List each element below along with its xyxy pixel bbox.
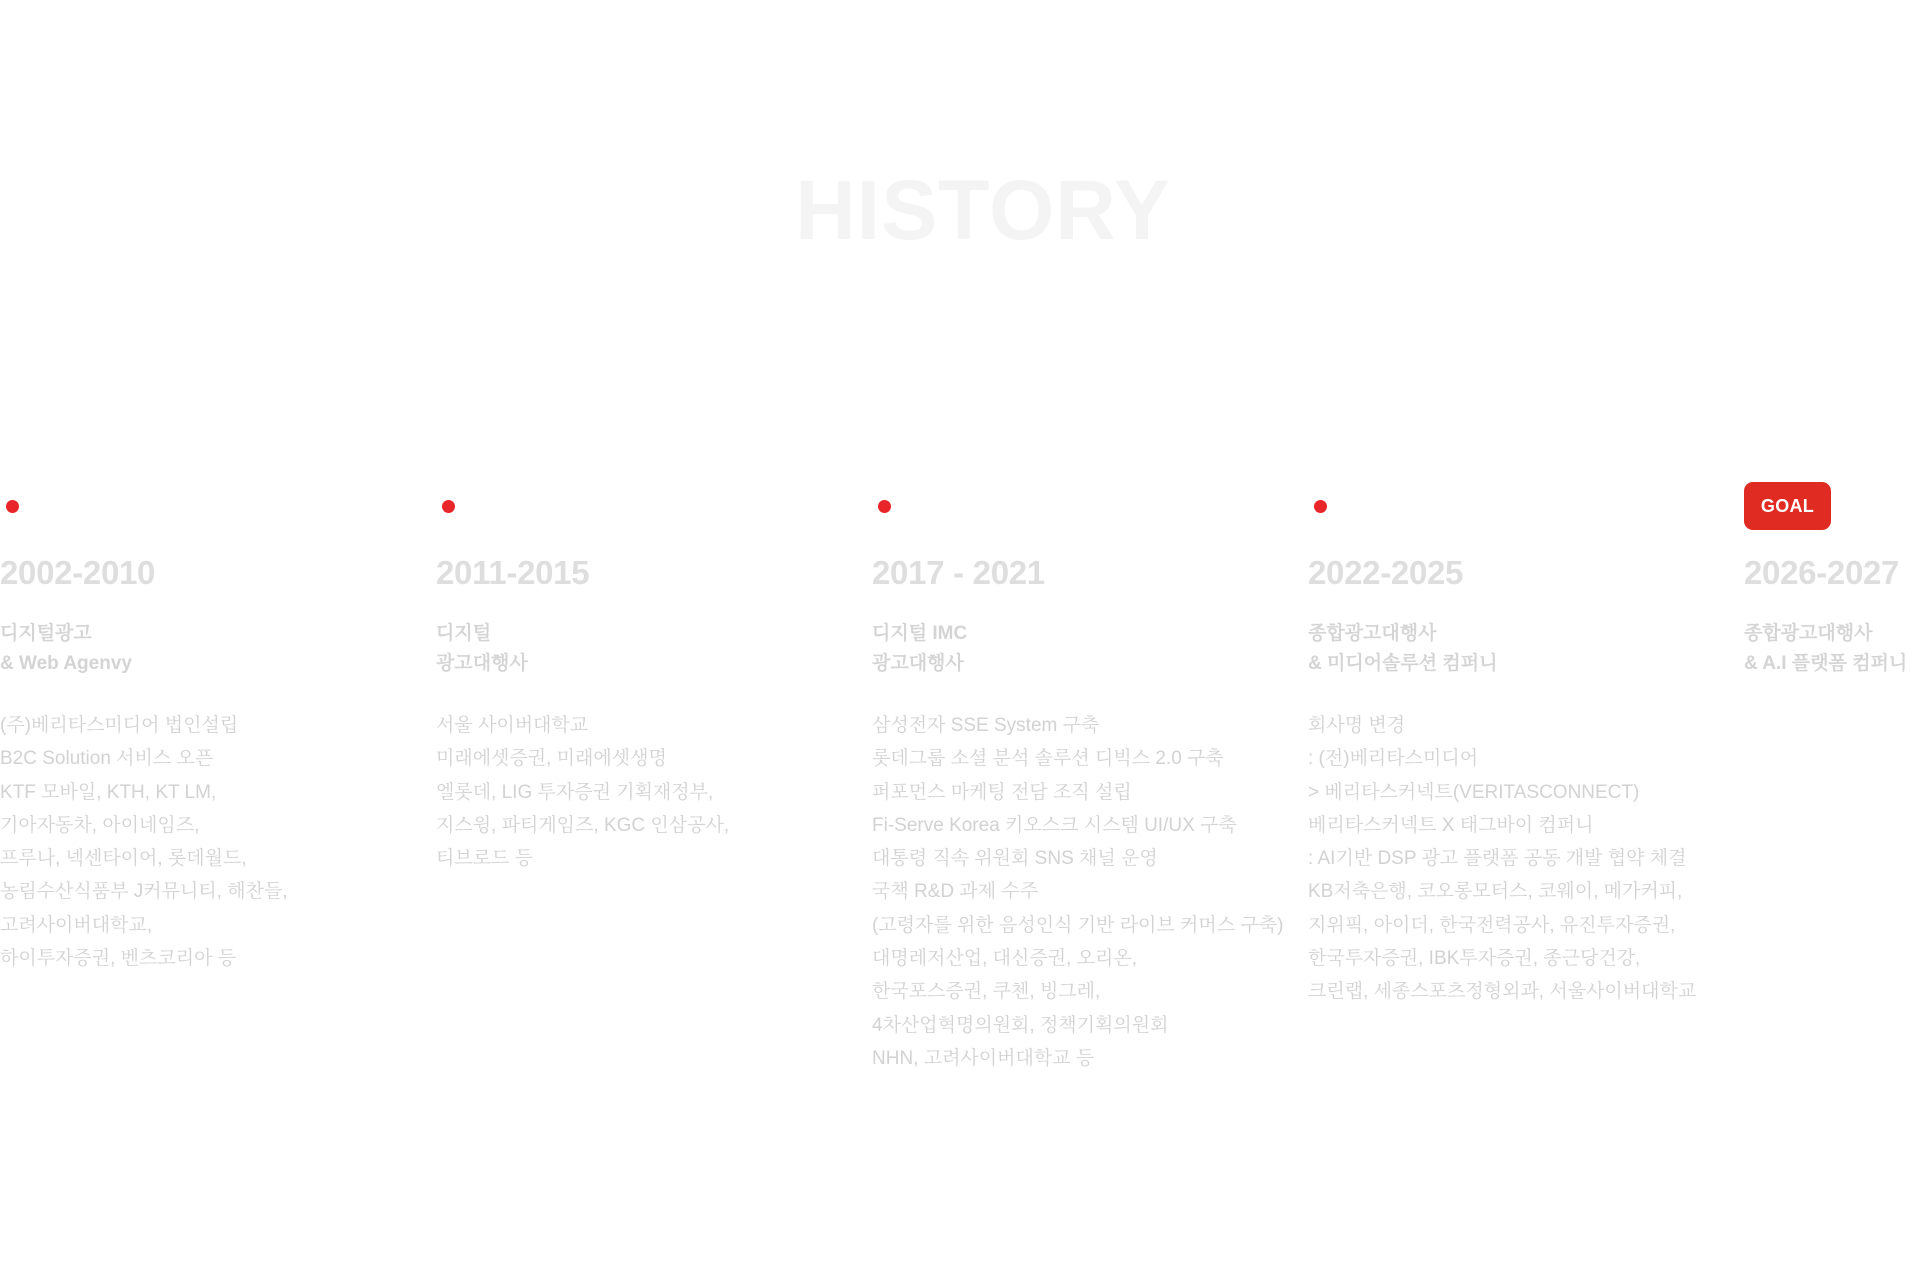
period-years: 2026-2027 xyxy=(1744,554,1900,591)
headline-line: 종합광고대행사 xyxy=(1308,623,1437,644)
headline-line: 디지털광고 xyxy=(0,623,92,644)
headline-line: & Web Agenvy xyxy=(0,653,132,674)
headline-line: 디지털 xyxy=(436,623,492,644)
list-item: KB저축은행, 코오롱모터스, 코웨이, 메가커피, xyxy=(1308,881,1683,903)
timeline-marker xyxy=(1744,480,1920,536)
goal-badge: GOAL xyxy=(1744,482,1831,530)
period-years: 2017 - 2021 xyxy=(872,554,1045,591)
period-headline xyxy=(1308,619,1738,679)
timeline-period-2011-2015 xyxy=(436,480,866,875)
list-item: KTF 모바일, KTH, KT LM, xyxy=(0,781,217,803)
headline-line: 광고대행사 xyxy=(872,653,964,674)
list-item: Fi-Serve Korea 키오스크 시스템 UI/UX 구축 xyxy=(872,814,1237,836)
list-item: 한국포스증권, 쿠첸, 빙그레, xyxy=(872,981,1101,1003)
list-item: 하이투자증권, 벤츠코리아 등 xyxy=(0,948,237,970)
headline-line: 종합광고대행사 xyxy=(1744,623,1873,644)
period-item-list xyxy=(436,709,866,875)
period-item-list xyxy=(1308,709,1738,1009)
period-item-list xyxy=(872,709,1302,1075)
list-item: 퍼포먼스 마케팅 전담 조직 설립 xyxy=(872,781,1132,803)
list-item: 국책 R&D 과제 수주 xyxy=(872,881,1039,903)
timeline-marker xyxy=(872,480,1302,536)
period-headline xyxy=(436,619,866,679)
list-item: 베리타스커넥트 X 태그바이 컴퍼니 xyxy=(1308,814,1594,836)
list-item: 롯데그룹 소셜 분석 솔루션 디빅스 2.0 구축 xyxy=(872,748,1224,770)
list-item: 4차산업혁명의원회, 정책기획의원회 xyxy=(872,1014,1169,1036)
list-item: : AI기반 DSP 광고 플랫폼 공동 개발 협약 체결 xyxy=(1308,848,1687,870)
list-item: : (전)베리타스미디어 xyxy=(1308,748,1479,770)
list-item: 크린랩, 세종스포츠정형외과, 서울사이버대학교 xyxy=(1308,981,1697,1003)
timeline-dot-icon xyxy=(878,500,891,513)
timeline-dot-icon xyxy=(6,500,19,513)
list-item: 회사명 변경 xyxy=(1308,715,1406,736)
list-item: 지스윙, 파티게임즈, KGC 인삼공사, xyxy=(436,814,730,836)
list-item: NHN, 고려사이버대학교 등 xyxy=(872,1047,1095,1069)
list-item: 대통령 직속 위원회 SNS 채널 운영 xyxy=(872,848,1158,870)
timeline-period-2026-2027 xyxy=(1744,480,1920,679)
list-item: 미래에셋증권, 미래에셋생명 xyxy=(436,748,667,770)
timeline-period-2002-2010 xyxy=(0,480,430,975)
list-item: 지위픽, 아이더, 한국전력공사, 유진투자증권, xyxy=(1308,914,1676,936)
period-headline xyxy=(1744,619,1920,679)
period-headline xyxy=(872,619,1302,679)
timeline-period-2017-2021 xyxy=(872,480,1302,1075)
list-item: (주)베리타스미디어 법인설립 xyxy=(0,715,239,736)
headline-line: & 미디어솔루션 컴퍼니 xyxy=(1308,653,1498,674)
list-item: 삼성전자 SSE System 구축 xyxy=(872,715,1100,736)
list-item: 프루나, 넥센타이어, 롯데월드, xyxy=(0,848,247,870)
period-item-list xyxy=(0,709,430,975)
list-item: 고려사이버대학교, xyxy=(0,914,153,936)
list-item: > 베리타스커넥트(VERITASCONNECT) xyxy=(1308,781,1640,803)
page-title: HISTORY xyxy=(795,163,1171,257)
timeline-dot-icon xyxy=(1314,500,1327,513)
list-item: 농림수산식품부 J커뮤니티, 해찬들, xyxy=(0,881,288,903)
timeline-period-2022-2025 xyxy=(1308,480,1738,1009)
period-headline xyxy=(0,619,430,679)
list-item: 기아자동차, 아이네임즈, xyxy=(0,814,200,836)
list-item: 엘롯데, LIG 투자증권 기획재정부, xyxy=(436,781,714,803)
headline-line: 광고대행사 xyxy=(436,653,528,674)
timeline-marker xyxy=(0,480,430,536)
list-item: 서울 사이버대학교 xyxy=(436,715,589,736)
period-years: 2022-2025 xyxy=(1308,554,1464,591)
headline-line: & A.I 플랫폼 컴퍼니 xyxy=(1744,653,1908,674)
history-timeline xyxy=(0,480,1920,1120)
timeline-dot-icon xyxy=(442,500,455,513)
timeline-marker xyxy=(1308,480,1738,536)
list-item: 한국투자증권, IBK투자증권, 종근당건강, xyxy=(1308,948,1641,970)
list-item: 티브로드 등 xyxy=(436,848,534,870)
list-item: B2C Solution 서비스 오픈 xyxy=(0,748,214,770)
period-years: 2011-2015 xyxy=(436,554,590,591)
list-item: 대명레저산업, 대신증권, 오리온, xyxy=(872,948,1137,970)
timeline-marker xyxy=(436,480,866,536)
list-item: (고령자를 위한 음성인식 기반 라이브 커머스 구축) xyxy=(872,914,1284,936)
period-years: 2002-2010 xyxy=(0,554,156,591)
headline-line: 디지털 IMC xyxy=(872,623,968,644)
